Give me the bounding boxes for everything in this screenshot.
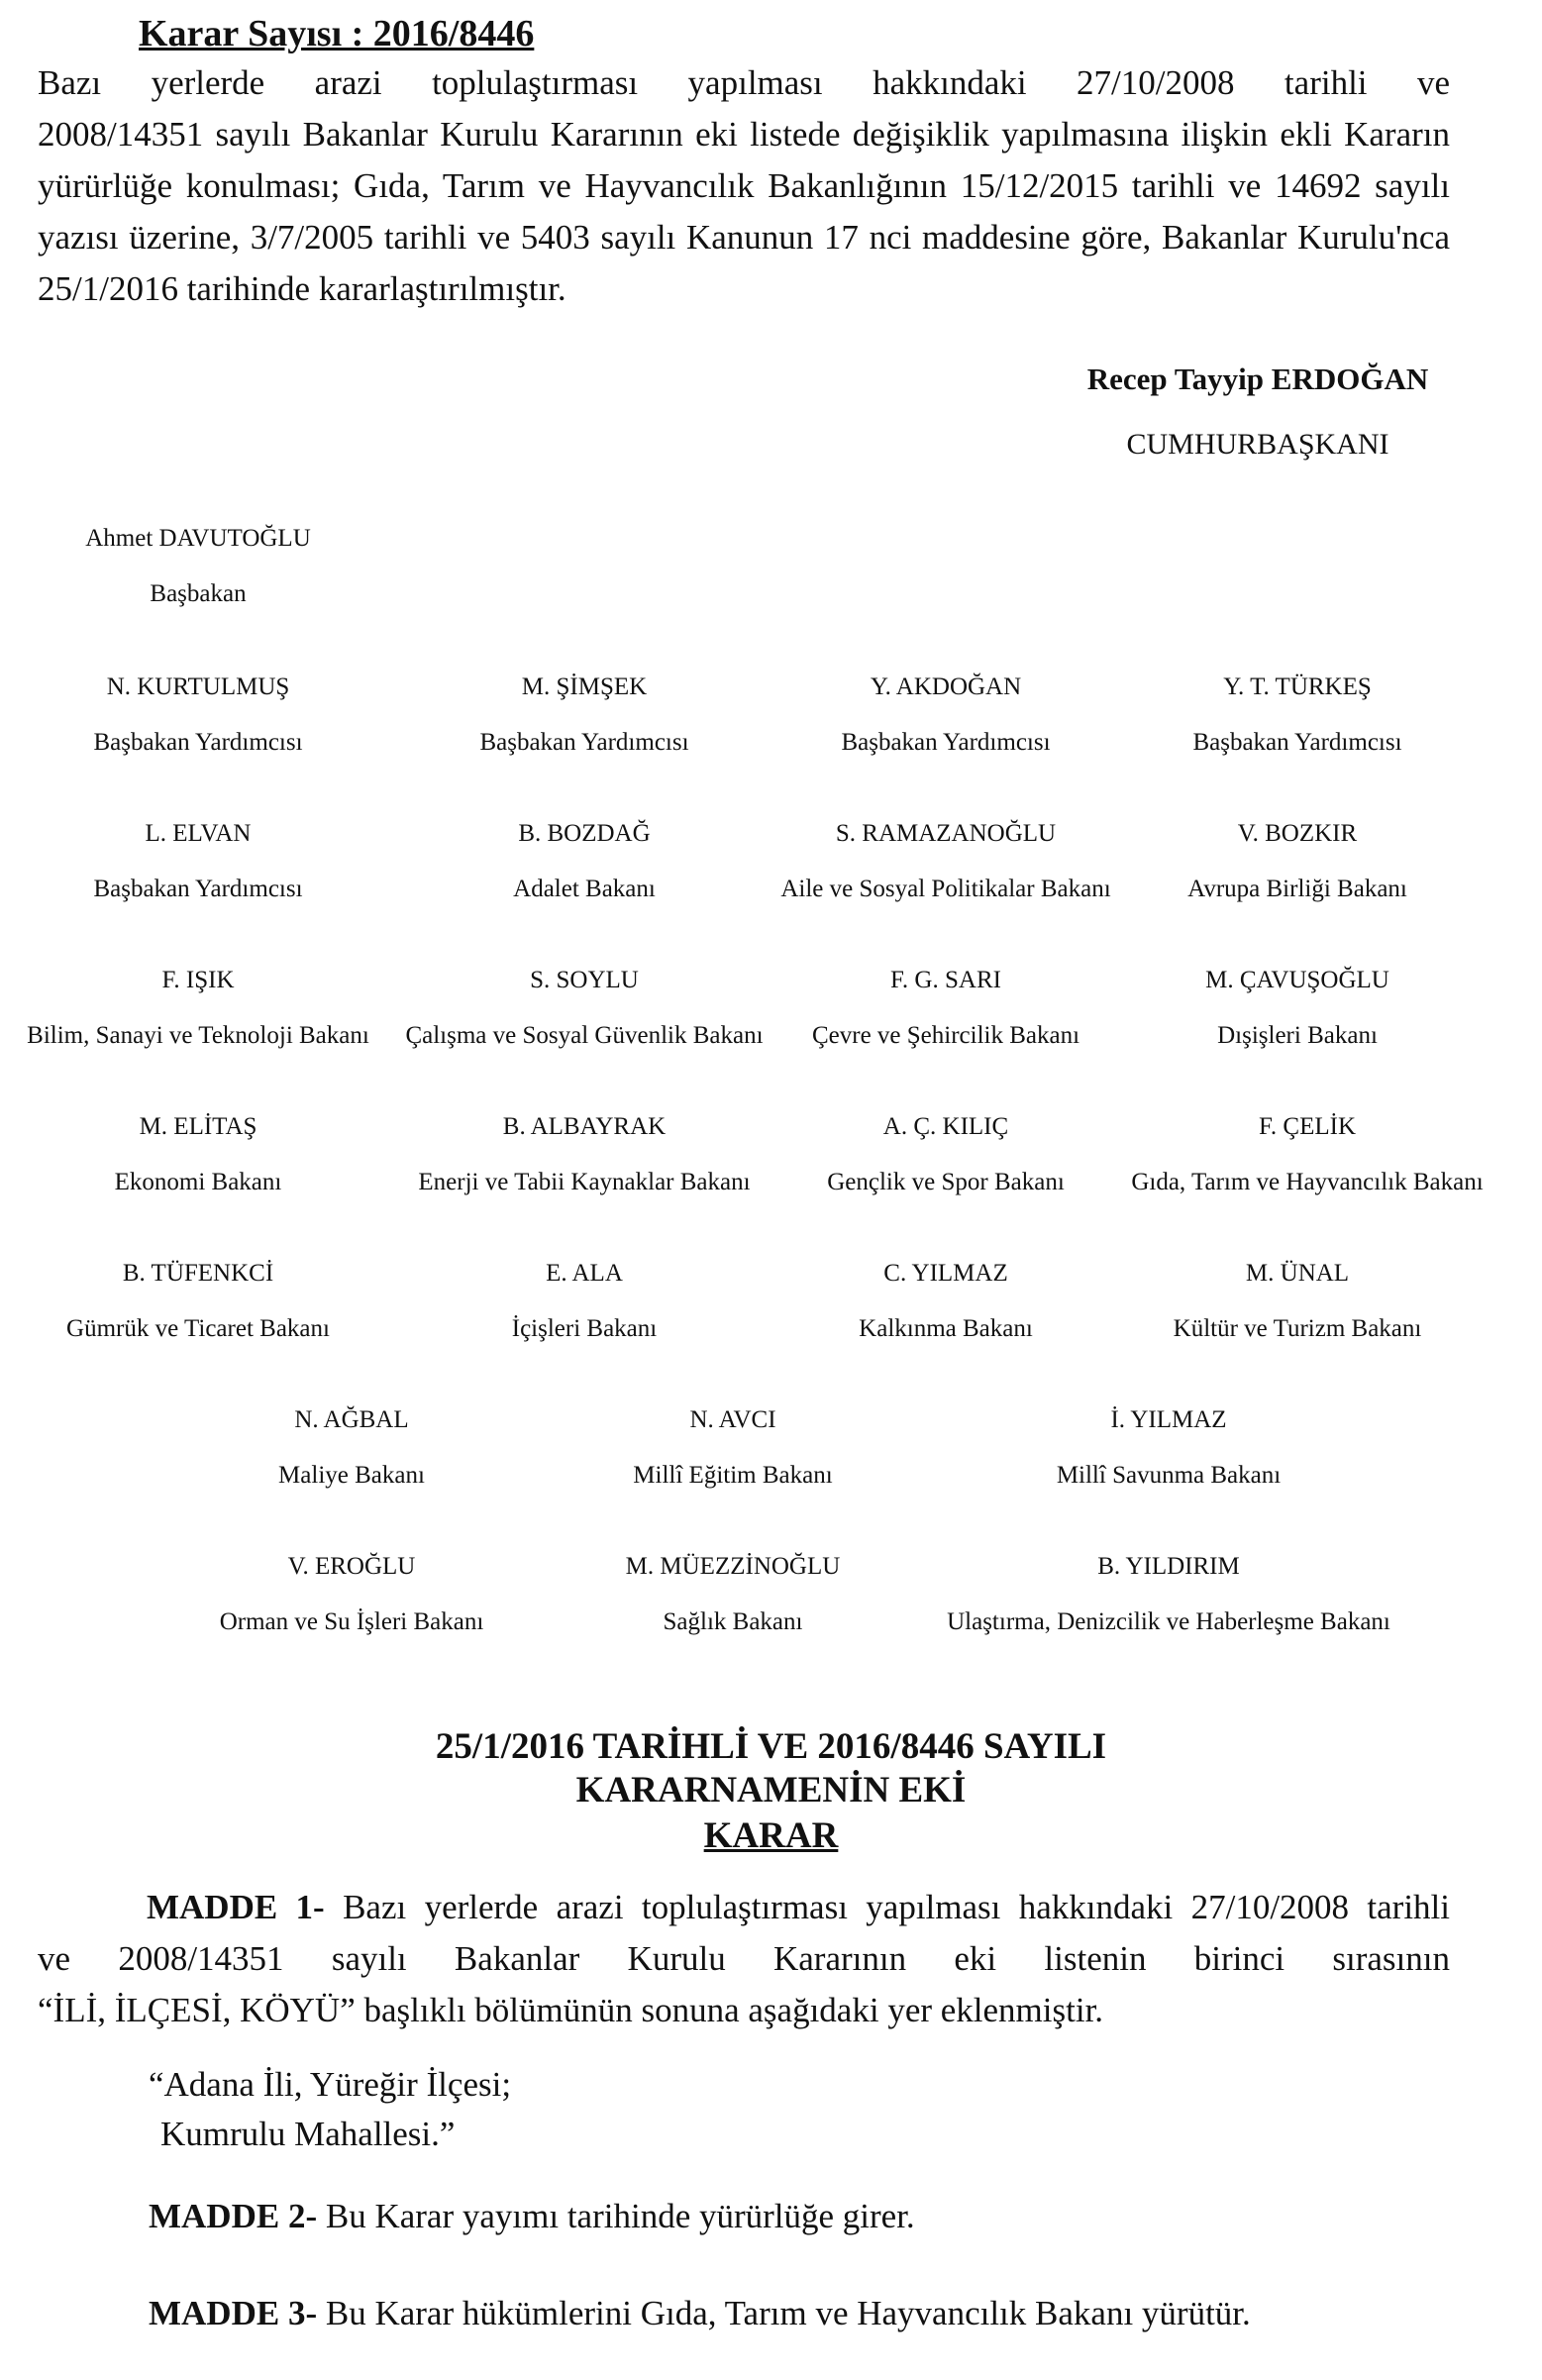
quote-line1: “Adana İli, Yüreğir İlçesi; (149, 2065, 512, 2104)
minister-signature (763, 1254, 1129, 1349)
minister-signature (574, 1400, 891, 1496)
signatory-title: Kalkınma Bakanı (859, 1315, 1033, 1342)
article-1 (38, 1882, 1450, 2036)
signatory-title: Gümrük ve Ticaret Bakanı (66, 1315, 330, 1342)
signatory-title: Kültür ve Turizm Bakanı (1173, 1315, 1422, 1342)
prime-minister-signature (59, 519, 337, 614)
signatory-name: V. BOZKIR (1237, 820, 1358, 847)
signatory-name: B. TÜFENKCİ (122, 1260, 274, 1287)
minister-signature (188, 1547, 515, 1642)
signatory-name: E. ALA (546, 1260, 623, 1287)
signatory-name: M. ELİTAŞ (139, 1113, 257, 1140)
signatory-title: Maliye Bakanı (278, 1462, 425, 1489)
minister-signature (763, 1107, 1129, 1202)
signatory-name: V. EROĞLU (287, 1553, 416, 1580)
annex-heading-line3: KARAR (703, 1815, 839, 1856)
president-title: CUMHURBAŞKANI (1126, 428, 1389, 461)
intro-line: 25/1/2016 tarihinde kararlaştırılmıştır. (38, 269, 566, 308)
signatory-name: M. MÜEZZİNOĞLU (625, 1553, 841, 1580)
minister-signature (763, 668, 1129, 763)
signatory-title: Gıda, Tarım ve Hayvancılık Bakanı (1131, 1169, 1484, 1195)
signatory-name: F. G. SARI (890, 967, 1001, 993)
signatory-title: Millî Savunma Bakanı (1056, 1462, 1282, 1489)
article-2 (149, 2197, 915, 2236)
signatory-name: C. YILMAZ (883, 1260, 1008, 1287)
minister-signature (1109, 668, 1486, 763)
signatory-name: L. ELVAN (145, 820, 252, 847)
article-1-line (38, 1882, 1450, 1933)
article-3-label: MADDE 3- (149, 2294, 318, 2332)
signatory-name: Ahmet DAVUTOĞLU (85, 525, 311, 552)
signatory-title: İçişleri Bakanı (511, 1315, 658, 1342)
minister-signature (574, 1547, 891, 1642)
signatory-name: Y. AKDOĞAN (870, 673, 1022, 700)
intro-line: 2008/14351 sayılı Bakanlar Kurulu Kararının eki listede değişiklik yapılmasına ilişkin ekli Kararın (38, 115, 1450, 154)
article-1-line: ve 2008/14351 sayılı Bakanlar Kurulu Kararının eki listenin birinci sırasının (38, 1939, 1450, 1978)
minister-signature (188, 1400, 515, 1496)
signatory-name: B. BOZDAĞ (518, 820, 651, 847)
signatory-title: Çalışma ve Sosyal Güvenlik Bakanı (405, 1022, 764, 1049)
minister-signature (763, 814, 1129, 909)
signatory-name: A. Ç. KILIÇ (882, 1113, 1009, 1140)
article-1-line: “İLİ, İLÇESİ, KÖYÜ” başlıklı bölümünün sonuna aşağıdaki yer eklenmiştir. (38, 1991, 1104, 2029)
minister-signature (396, 1254, 772, 1349)
minister-signature (1109, 961, 1486, 1056)
signatory-name: S. RAMAZANOĞLU (835, 820, 1057, 847)
signatory-title: Orman ve Su İşleri Bakanı (219, 1608, 484, 1635)
signatory-name: S. SOYLU (530, 967, 639, 993)
minister-signature (396, 814, 772, 909)
minister-signature (396, 1107, 772, 1202)
signatory-title: Avrupa Birliği Bakanı (1187, 876, 1407, 902)
signatory-name: İ. YILMAZ (1110, 1406, 1227, 1433)
signatory-title: Dışişleri Bakanı (1217, 1022, 1378, 1049)
minister-signature (911, 1547, 1426, 1642)
signatory-title: Başbakan (150, 580, 247, 607)
article-1-text: Bazı yerlerde arazi toplulaştırması yapılması hakkındaki 27/10/2008 tarihli (343, 1888, 1450, 1926)
minister-signature (763, 961, 1129, 1056)
signatory-title: Ekonomi Bakanı (114, 1169, 282, 1195)
signatory-title: Millî Eğitim Bakanı (633, 1462, 833, 1489)
signatory-name: M. ŞİMŞEK (521, 673, 648, 700)
intro-line: yürürlüğe konulması; Gıda, Tarım ve Hayvancılık Bakanlığının 15/12/2015 tarihli ve 14692 sayılı (38, 166, 1450, 205)
signatory-name: F. ÇELİK (1259, 1113, 1356, 1140)
signatory-title: Ulaştırma, Denizcilik ve Haberleşme Bakanı (947, 1608, 1390, 1635)
article-3 (149, 2294, 1251, 2333)
article-3-text: Bu Karar hükümlerini Gıda, Tarım ve Hayvancılık Bakanı yürütür. (325, 2294, 1251, 2332)
signatory-name: B. YILDIRIM (1097, 1553, 1240, 1580)
signatory-name: B. ALBAYRAK (502, 1113, 667, 1140)
minister-signature (20, 1107, 376, 1202)
signatory-title: Başbakan Yardımcısı (1192, 729, 1402, 756)
minister-signature (1109, 814, 1486, 909)
signatory-title: Bilim, Sanayi ve Teknoloji Bakanı (27, 1022, 369, 1049)
minister-signature (396, 961, 772, 1056)
signatory-title: Gençlik ve Spor Bakanı (827, 1169, 1065, 1195)
signatory-name: F. IŞIK (161, 967, 235, 993)
signatory-name: M. ÇAVUŞOĞLU (1205, 967, 1389, 993)
signatory-title: Çevre ve Şehircilik Bakanı (811, 1022, 1080, 1049)
signatory-title: Başbakan Yardımcısı (93, 876, 303, 902)
signatory-name: N. AVCI (689, 1406, 776, 1433)
decision-number: Karar Sayısı : 2016/8446 (139, 13, 535, 54)
intro-paragraph (38, 57, 1450, 315)
article-2-label: MADDE 2- (149, 2197, 318, 2235)
minister-signature (20, 961, 376, 1056)
signatory-title: Başbakan Yardımcısı (841, 729, 1051, 756)
minister-signature (396, 668, 772, 763)
signatory-title: Başbakan Yardımcısı (479, 729, 689, 756)
signatory-name: N. AĞBAL (294, 1406, 409, 1433)
minister-signature (1109, 1254, 1486, 1349)
annex-heading-line2: KARARNAMENİN EKİ (575, 1770, 967, 1811)
minister-signature (20, 668, 376, 763)
signatory-title: Aile ve Sosyal Politikalar Bakanı (780, 876, 1111, 902)
signatory-name: M. ÜNAL (1245, 1260, 1350, 1287)
quote-line2: Kumrulu Mahallesi.” (160, 2115, 456, 2153)
signatory-name: N. KURTULMUŞ (106, 673, 290, 700)
president-name: Recep Tayyip ERDOĞAN (1086, 362, 1429, 396)
signatory-title: Adalet Bakanı (513, 876, 656, 902)
intro-line: yazısı üzerine, 3/7/2005 tarihli ve 5403 sayılı Kanunun 17 nci maddesine göre, Bakanlar Kurulu'nca (38, 218, 1450, 257)
signatory-title: Başbakan Yardımcısı (93, 729, 303, 756)
signatory-name: Y. T. TÜRKEŞ (1223, 673, 1372, 700)
article-1-label: MADDE 1- (147, 1888, 325, 1926)
minister-signature (911, 1400, 1426, 1496)
minister-signature (20, 1254, 376, 1349)
signatory-title: Enerji ve Tabii Kaynaklar Bakanı (418, 1169, 751, 1195)
signatory-title: Sağlık Bakanı (663, 1608, 803, 1635)
annex-heading-line1: 25/1/2016 TARİHLİ VE 2016/8446 SAYILI (435, 1726, 1107, 1767)
intro-line: Bazı yerlerde arazi toplulaştırması yapılması hakkındaki 27/10/2008 tarihli ve (38, 63, 1450, 102)
minister-signature (20, 814, 376, 909)
minister-signature (1109, 1107, 1505, 1202)
article-2-text: Bu Karar yayımı tarihinde yürürlüğe girer. (325, 2197, 915, 2235)
